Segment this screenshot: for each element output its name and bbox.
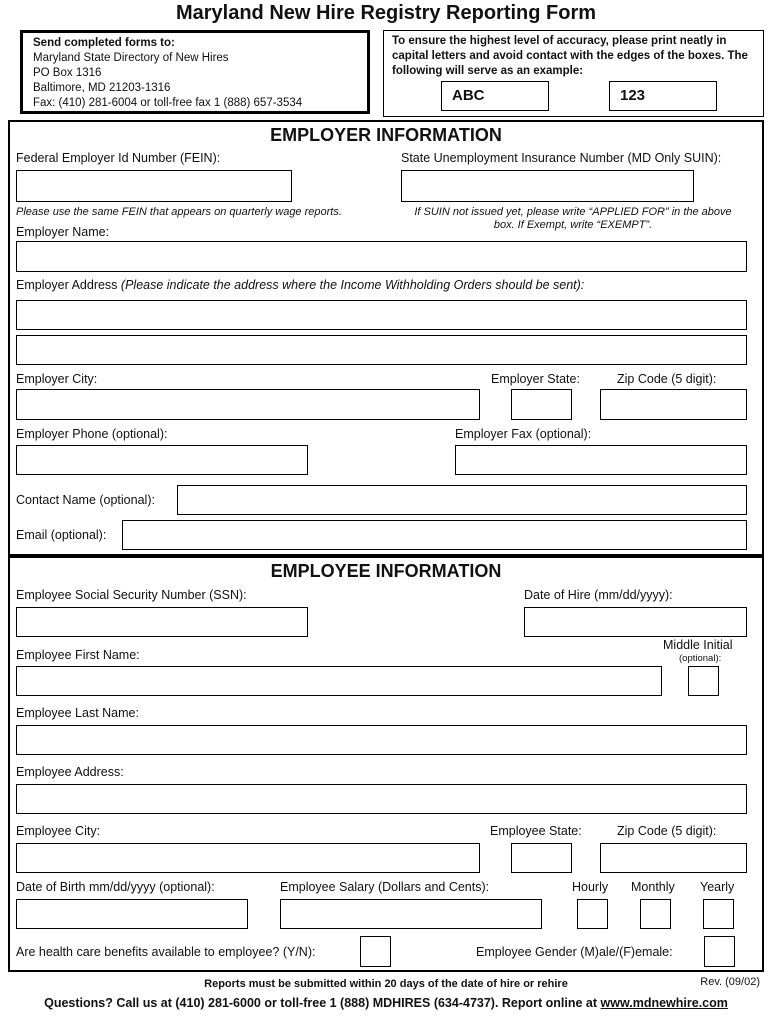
suin-input[interactable] bbox=[401, 170, 694, 202]
employer-heading: EMPLOYER INFORMATION bbox=[270, 125, 502, 145]
employer-state-label: Employer State: bbox=[491, 372, 580, 386]
suin-note: If SUIN not issued yet, please write “APPLIED FOR” in the above box. If Exempt, write “EXEMPT”. bbox=[414, 206, 732, 231]
send-line-1: Maryland State Directory of New Hires bbox=[33, 52, 229, 64]
employer-fax-label: Employer Fax (optional): bbox=[455, 427, 592, 441]
send-heading: Send completed forms to: bbox=[33, 37, 175, 49]
revision-label: Rev. (09/02) bbox=[700, 976, 760, 988]
employee-zip-label: Zip Code (5 digit): bbox=[617, 824, 717, 838]
last-name-input[interactable] bbox=[16, 725, 747, 755]
example-box-digits: 123 bbox=[609, 81, 717, 111]
salary-label: Employee Salary (Dollars and Cents): bbox=[280, 880, 490, 894]
employer-phone-label: Employer Phone (optional): bbox=[16, 427, 168, 441]
contact-name-input[interactable] bbox=[177, 485, 747, 515]
employer-name-label: Employer Name: bbox=[16, 225, 110, 239]
monthly-checkbox[interactable] bbox=[640, 899, 671, 929]
employer-phone-input[interactable] bbox=[16, 445, 308, 475]
ssn-input[interactable] bbox=[16, 607, 308, 637]
middle-initial-note: (optional): bbox=[679, 653, 722, 664]
fein-input[interactable] bbox=[16, 170, 292, 202]
salary-input[interactable] bbox=[280, 899, 542, 929]
hire-date-input[interactable] bbox=[524, 607, 747, 637]
employer-state-input[interactable] bbox=[511, 389, 572, 420]
employer-address-title: Employer Address bbox=[16, 278, 118, 292]
hourly-label: Hourly bbox=[572, 880, 609, 894]
employee-city-label: Employee City: bbox=[16, 824, 101, 838]
employer-city-label: Employer City: bbox=[16, 372, 98, 386]
employer-zip-label: Zip Code (5 digit): bbox=[617, 372, 717, 386]
accuracy-text: To ensure the highest level of accuracy, please print neatly in capital letters and avoid contact with the edges of the boxes. The following will serve as an example: bbox=[392, 35, 748, 77]
deadline-note: Reports must be submitted within 20 days of the date of hire or rehire bbox=[204, 978, 568, 990]
employer-address-note: (Please indicate the address where the Income Withholding Orders should be sent): bbox=[120, 278, 585, 292]
send-line-3: Baltimore, MD 21203-1316 bbox=[33, 82, 171, 94]
employee-address-input[interactable] bbox=[16, 784, 747, 814]
dob-input[interactable] bbox=[16, 899, 248, 929]
suin-label: State Unemployment Insurance Number (MD Only SUIN): bbox=[401, 151, 722, 165]
employee-heading: EMPLOYEE INFORMATION bbox=[270, 561, 502, 581]
middle-initial-label: Middle Initial bbox=[663, 638, 733, 652]
ssn-label: Employee Social Security Number (SSN): bbox=[16, 588, 247, 602]
contact-name-label: Contact Name (optional): bbox=[16, 493, 155, 507]
questions-text: Questions? Call us at (410) 281-6000 or toll-free 1 (888) MDHIRES (634-4737). Report online at bbox=[44, 996, 598, 1010]
last-name-label: Employee Last Name: bbox=[16, 706, 139, 720]
employee-state-input[interactable] bbox=[511, 843, 572, 873]
email-input[interactable] bbox=[122, 520, 747, 550]
email-label: Email (optional): bbox=[16, 528, 107, 542]
first-name-label: Employee First Name: bbox=[16, 648, 140, 662]
example-box-letters: ABC bbox=[441, 81, 549, 111]
dob-label: Date of Birth mm/dd/yyyy (optional): bbox=[16, 880, 215, 894]
yearly-label: Yearly bbox=[700, 880, 735, 894]
gender-input[interactable] bbox=[704, 936, 735, 967]
send-line-4: Fax: (410) 281-6004 or toll-free fax 1 (888) 657-3534 bbox=[33, 97, 303, 109]
send-line-2: PO Box 1316 bbox=[33, 67, 102, 79]
yearly-checkbox[interactable] bbox=[703, 899, 734, 929]
employee-zip-input[interactable] bbox=[600, 843, 747, 873]
middle-initial-input[interactable] bbox=[688, 666, 719, 696]
hourly-checkbox[interactable] bbox=[577, 899, 608, 929]
health-benefits-label: Are health care benefits available to employee? (Y/N): bbox=[16, 945, 316, 959]
employer-address-label bbox=[16, 278, 584, 292]
website-link[interactable]: www.mdnewhire.com bbox=[600, 996, 728, 1010]
employee-state-label: Employee State: bbox=[490, 824, 582, 838]
gender-label: Employee Gender (M)ale/(F)emale: bbox=[476, 945, 673, 959]
hire-date-label: Date of Hire (mm/dd/yyyy): bbox=[524, 588, 673, 602]
health-benefits-input[interactable] bbox=[360, 936, 391, 967]
employer-address-line2-input[interactable] bbox=[16, 335, 747, 365]
employee-address-label: Employee Address: bbox=[16, 765, 124, 779]
monthly-label: Monthly bbox=[631, 880, 675, 894]
mailing-address-box bbox=[20, 30, 370, 114]
contact-footer bbox=[0, 996, 772, 1010]
page-title: Maryland New Hire Registry Reporting Form bbox=[175, 2, 597, 24]
employee-city-input[interactable] bbox=[16, 843, 480, 873]
employer-address-line1-input[interactable] bbox=[16, 300, 747, 330]
fein-label: Federal Employer Id Number (FEIN): bbox=[16, 151, 221, 165]
employer-fax-input[interactable] bbox=[455, 445, 747, 475]
first-name-input[interactable] bbox=[16, 666, 662, 696]
employer-name-input[interactable] bbox=[16, 241, 747, 272]
employer-city-input[interactable] bbox=[16, 389, 480, 420]
fein-note: Please use the same FEIN that appears on quarterly wage reports. bbox=[16, 206, 342, 218]
employer-zip-input[interactable] bbox=[600, 389, 747, 420]
